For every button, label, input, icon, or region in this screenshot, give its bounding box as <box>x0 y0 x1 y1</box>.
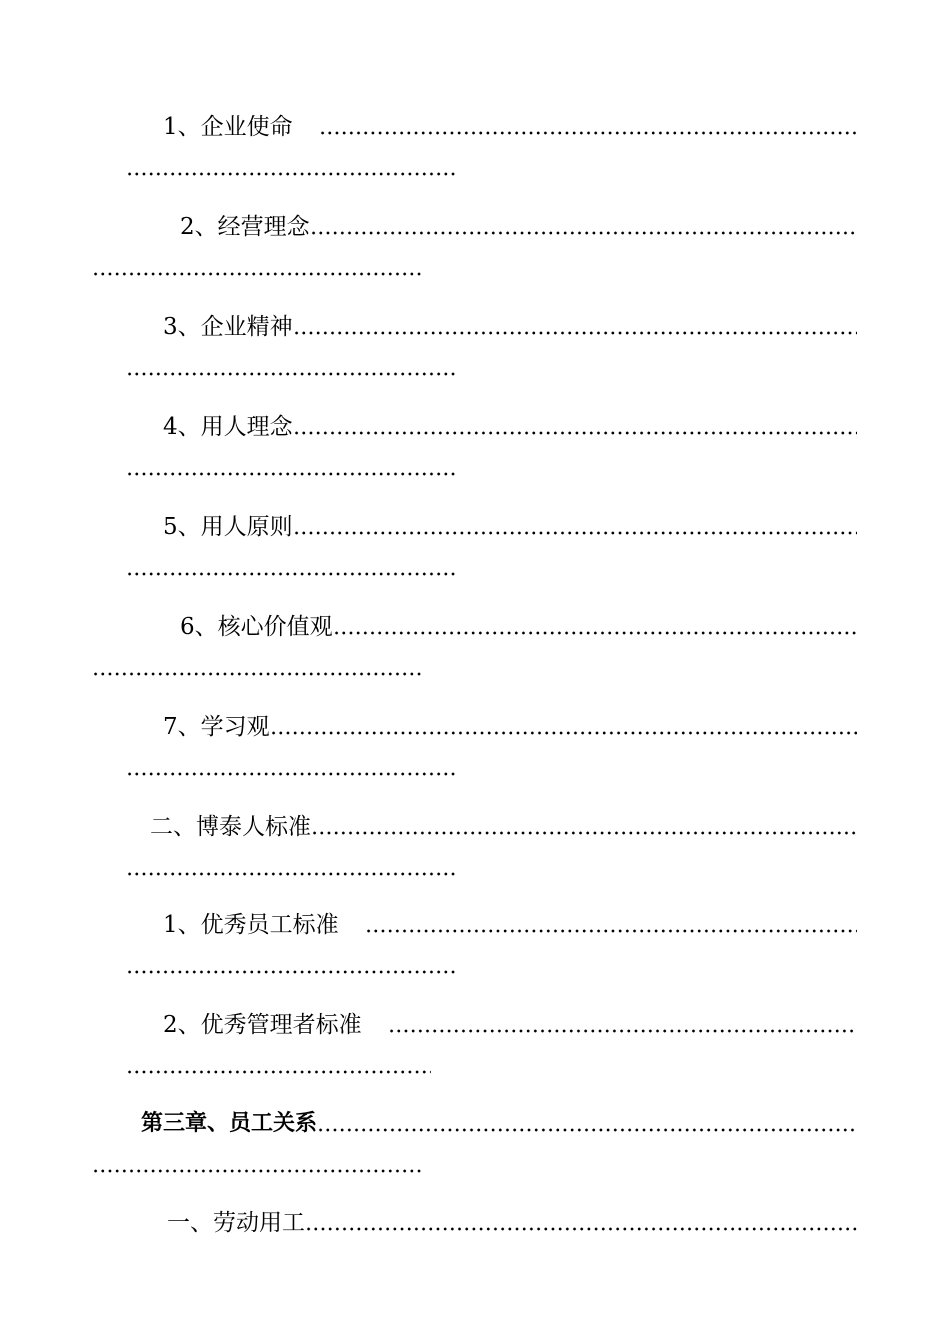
toc-entry-label: 3、企业精神 <box>163 314 293 340</box>
dot-leader <box>365 929 857 933</box>
dot-leader <box>311 831 857 835</box>
dot-leader <box>388 1029 857 1033</box>
dot-leader-continuation <box>126 372 456 376</box>
dot-leader-continuation <box>126 472 456 476</box>
toc-entry-label: 1、优秀员工标准 <box>163 912 339 938</box>
dot-leader-continuation <box>126 872 456 876</box>
dot-leader-continuation <box>92 1169 422 1173</box>
toc-entry-line <box>163 110 857 142</box>
dot-leader <box>317 1128 857 1132</box>
dot-leader-continuation <box>126 1070 431 1074</box>
dot-leader <box>293 331 857 335</box>
toc-chapter-label: 第三章、员工关系 <box>141 1111 318 1136</box>
dot-leader <box>293 431 857 435</box>
toc-entry-label: 2、经营理念 <box>180 214 310 240</box>
dot-leader-continuation <box>92 272 422 276</box>
toc-entry-line <box>141 1107 857 1139</box>
dot-leader-continuation <box>126 572 456 576</box>
toc-entry-line <box>163 310 857 342</box>
toc-entry-label: 2、优秀管理者标准 <box>163 1012 362 1038</box>
toc-entry-line <box>163 710 857 742</box>
toc-entry-line <box>180 610 857 642</box>
toc-entry-label: 5、用人原则 <box>163 514 293 540</box>
dot-leader <box>319 131 857 135</box>
dot-leader-continuation <box>126 172 456 176</box>
dot-leader <box>333 631 857 635</box>
dot-leader <box>305 1227 857 1231</box>
toc-entry-label: 二、博泰人标准 <box>150 814 311 840</box>
dot-leader <box>310 231 857 235</box>
dot-leader-continuation <box>126 772 456 776</box>
toc-entry-line <box>163 1008 857 1040</box>
toc-entry-label: 1、企业使命 <box>163 114 293 140</box>
dot-leader <box>293 531 857 535</box>
toc-entry-label: 4、用人理念 <box>163 414 293 440</box>
dot-leader-continuation <box>126 970 456 974</box>
toc-entry-line <box>180 210 857 242</box>
toc-entry-line <box>163 908 857 940</box>
toc-entry-line <box>163 410 857 442</box>
toc-entry-label: 一、劳动用工 <box>167 1210 305 1236</box>
dot-leader-continuation <box>92 672 422 676</box>
toc-entry-label: 7、学习观 <box>163 714 270 740</box>
toc-entry-line <box>167 1206 857 1238</box>
toc-entry-line <box>150 810 857 842</box>
toc-entry-label: 6、核心价值观 <box>180 614 333 640</box>
toc-entry-line <box>163 510 857 542</box>
dot-leader <box>270 731 857 735</box>
